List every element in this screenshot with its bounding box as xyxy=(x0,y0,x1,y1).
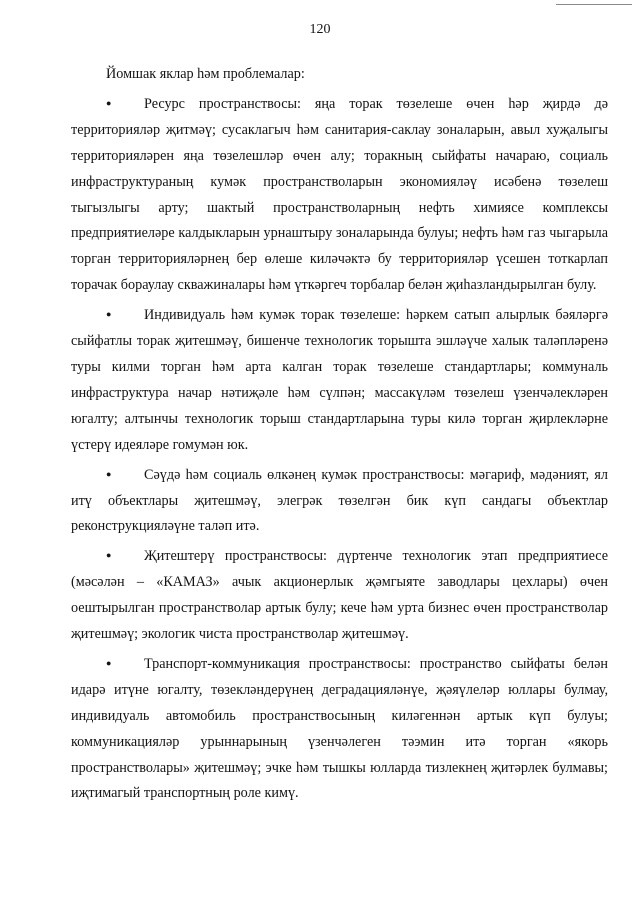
bullet-paragraph-production xyxy=(71,540,608,648)
bullet-paragraph-transport xyxy=(71,648,608,807)
paragraph-text: Җитештерү пространствосы: дүртенче технологик этап предприятиесе (мәсәлән – «КАМАЗ» ачык акционерлык җәмгыяте заводлары цехлары) өчен оештырылган пространстволар артык булу; кече һәм урта бизнес өчен пространстволар җитешмәү; экологик чиста пространстволар җитешмәү. xyxy=(71,548,608,643)
bullet-paragraph-resource-space xyxy=(71,88,608,299)
paragraph-text: Транспорт-коммуникация пространствосы: пространство сыйфаты белән идарә итүне югалту, төзекләндерүнең деградацияләнүе, җәяүлеләр юллары булмау, индивидуаль автомобиль пространствосының киләгеннән артык күп булуы; коммуникацияләр урыннарының үзенчәлеген тәэмин итә торган «якорь пространстволары» җитешмәү; эчке һәм тышкы юлларда тизлекнең җитәрлек булмавы; иҗтимагый транспортның роле кимү. xyxy=(71,655,608,802)
bullet-icon: ● xyxy=(106,468,112,479)
bullet-icon: ● xyxy=(106,657,112,668)
page-number: 120 xyxy=(309,22,331,37)
bullet-icon: ● xyxy=(106,309,112,320)
paragraph-text: Сәүдә һәм социаль өлкәнең кумәк пространствосы: мәгариф, мәдәният, ял итү объектлары җитешмәү, элегрәк төзелгән бик күп сандагы объектлар реконструкцияләүне таләп итә. xyxy=(71,466,608,535)
bullet-icon: ● xyxy=(106,97,112,108)
scan-edge-mark xyxy=(556,4,632,5)
bullet-paragraph-trade-social xyxy=(71,459,608,541)
paragraph-text: Ресурс пространствосы: яңа торак төзелеше өчен һәр җирдә дә территорияләр җитмәү; сусаклагыч һәм санитария-саклау зоналарын, авыл хуҗалыгы территорияләрен яңа төзелешләр өчен алу; торакның сыйфаты начараю, социаль инфраструктураның кумәк пространстволарын экономияләү исәбенә төзелеш тыгызлыгы арту; шактый пространстволарның нефть химиясе комплексы предприятиеләре калдыкларын урнаштыру зоналарында булуы; нефть һәм газ чыгарыла торган территорияләрнең бер өлеше киләчәктә бу территорияләр үсешен тоткарлап торачак бораулау скважиналары һәм үткәргеч торбалар белән җиһазландырылган булу. xyxy=(71,95,608,294)
page-body xyxy=(71,62,608,807)
bullet-paragraph-housing xyxy=(71,299,608,458)
section-heading: Йомшак яклар һәм проблемалар: xyxy=(106,66,305,82)
bullet-icon: ● xyxy=(106,550,112,561)
paragraph-text: Индивидуаль һәм кумәк торак төзелеше: һәркем сатып алырлык бәяләргә сыйфатлы торак җитешмәү, бишенче технологик торышта эшләүче халык таләпләренә туры килми торган һәм арта калган торак төзелеше стандартлары; коммуналь инфраструктура начар нәтиҗәле һәм сүлпән; массакүләм төзелеш үзенчәлекләрен югалту; алтынчы технологик торыш стандартларына туры килә торган җирлекләрне үстерү идеяләре гомумән юк. xyxy=(71,307,608,453)
